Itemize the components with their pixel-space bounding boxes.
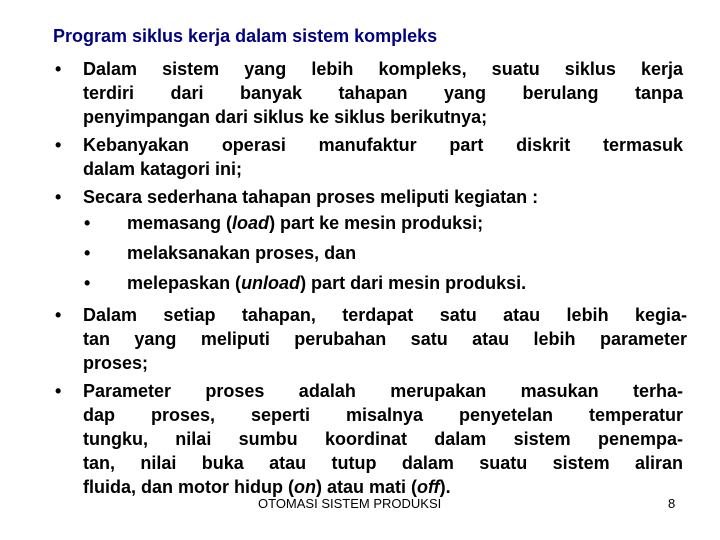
sub-bullet-icon: • <box>84 213 91 233</box>
sub-item-process: melaksanakan proses, dan <box>127 243 357 263</box>
sub-bullet-icon: • <box>84 273 91 293</box>
sub-item-load: memasang (load) part ke mesin produksi; <box>127 213 484 233</box>
footer-title: OTOMASI SISTEM PRODUKSI <box>258 496 442 511</box>
bullet2-line2: dalam katagori ini; <box>83 159 243 179</box>
bullet-icon: • <box>55 305 62 325</box>
bullet5-line2: dap proses, seperti misalnya penyetelan temperatur <box>83 405 683 425</box>
sub-bullet-icon: • <box>84 243 91 263</box>
bullet2-line1: Kebanyakan operasi manufaktur part diskrit termasuk <box>83 135 683 155</box>
bullet-icon: • <box>55 59 62 79</box>
bullet-icon: • <box>55 187 62 207</box>
bullet1-line1: Dalam sistem yang lebih kompleks, suatu siklus kerja <box>83 59 683 79</box>
bullet4-line3: proses; <box>83 353 149 373</box>
bullet5-line5: fluida, dan motor hidup (on) atau mati (off). <box>83 477 451 497</box>
bullet5-line1: Parameter proses adalah merupakan masukan terha- <box>83 381 683 401</box>
bullet4-line1: Dalam setiap tahapan, terdapat satu atau lebih kegia- <box>83 305 687 325</box>
bullet4-line2: tan yang meliputi perubahan satu atau lebih parameter <box>83 329 687 349</box>
sub-item-unload: melepaskan (unload) part dari mesin produksi. <box>127 273 527 293</box>
bullet5-line3: tungku, nilai sumbu koordinat dalam sistem penempa- <box>83 429 683 449</box>
page-number: 8 <box>668 496 676 511</box>
bullet1-line2: terdiri dari banyak tahapan yang berulang tanpa <box>83 83 683 103</box>
bullet5-line4: tan, nilai buka atau tutup dalam suatu sistem aliran <box>83 453 683 473</box>
bullet-icon: • <box>55 381 62 401</box>
bullet3-line1: Secara sederhana tahapan proses meliputi kegiatan : <box>83 187 539 207</box>
bullet-icon: • <box>55 135 62 155</box>
bullet1-line3: penyimpangan dari siklus ke siklus berikutnya; <box>83 107 488 127</box>
slide-title: Program siklus kerja dalam sistem kompleks <box>53 26 438 46</box>
